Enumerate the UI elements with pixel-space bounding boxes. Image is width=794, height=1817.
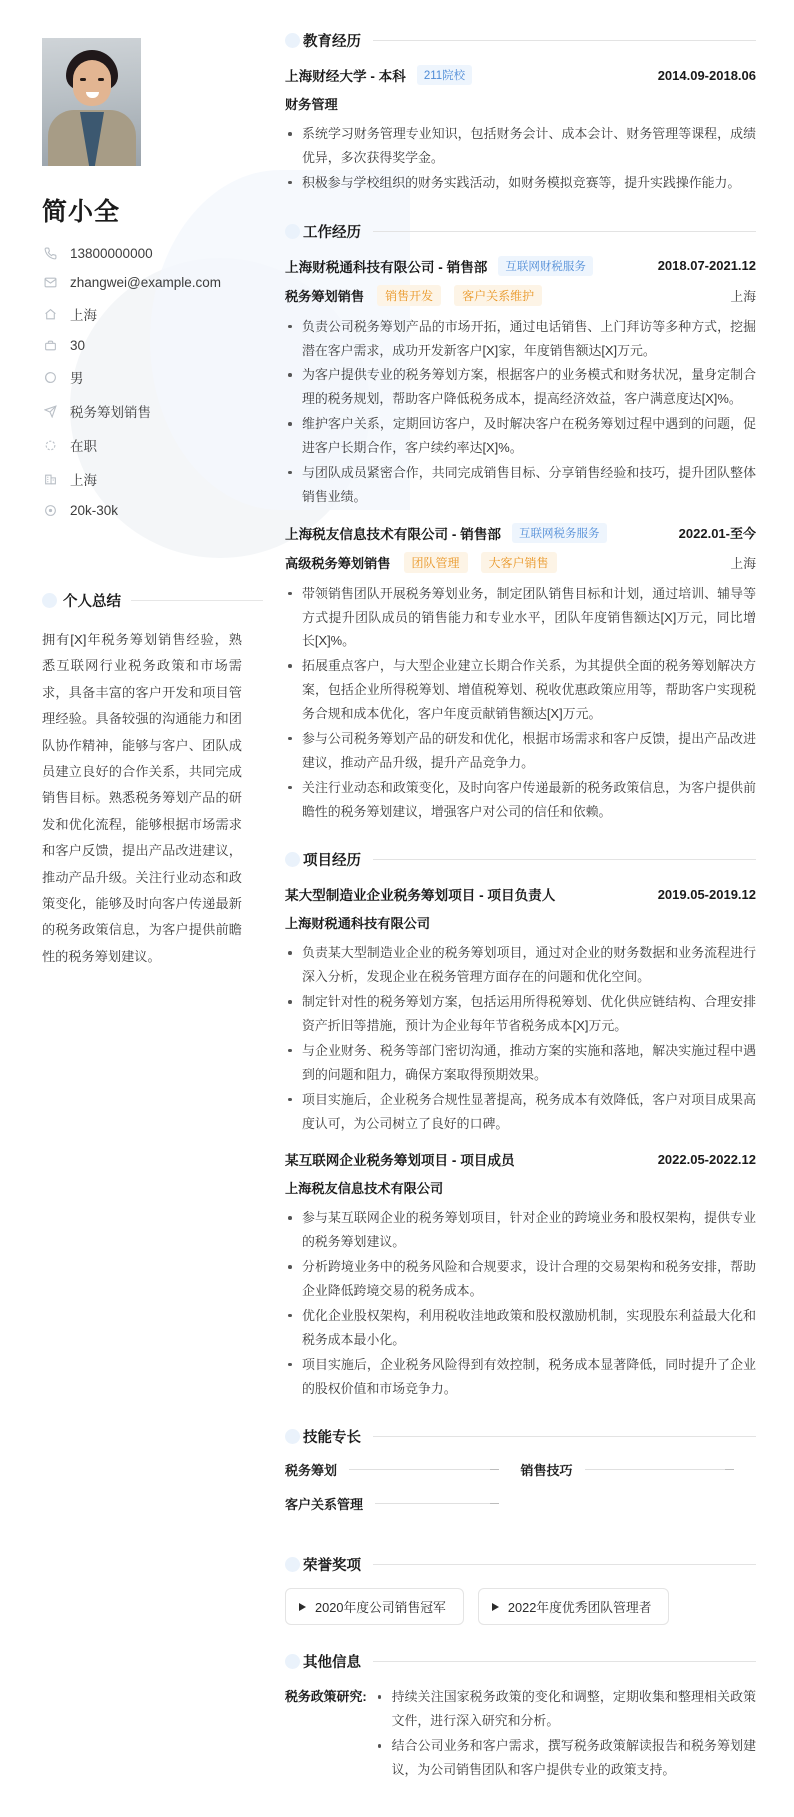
contact-value-position: 税务筹划销售 <box>70 405 151 420</box>
contact-value-gender: 男 <box>70 371 84 386</box>
skill-level-bar <box>375 1503 498 1504</box>
work-entry-header <box>285 256 756 276</box>
list-item: 负责某大型制造业企业的税务筹划项目，通过对企业的财务数据和业务流程进行深入分析，发现企业在税务管理方面存在的问题和优化空间。 <box>285 941 756 989</box>
list-item: 为客户提供专业的税务筹划方案，根据客户的业务模式和财务状况，量身定制合理的税务规划，帮助客户降低税务成本，提高经济效益，客户满意度达[X]%。 <box>285 363 756 411</box>
role-tag: 团队管理 <box>404 552 468 573</box>
divider <box>373 231 756 232</box>
list-item: 积极参与学校组织的财务实践活动，如财务模拟竞赛等，提升实践操作能力。 <box>285 171 756 195</box>
list-item: 维护客户关系，定期回访客户，及时解决客户在税务筹划过程中遇到的问题，促进客户长期合作，客户续约率达[X]%。 <box>285 412 756 460</box>
awards-section-header <box>285 1554 756 1575</box>
contact-value-phone: 13800000000 <box>70 246 153 261</box>
divider <box>131 600 263 601</box>
education-date: 2014.09-2018.06 <box>657 67 756 83</box>
summary-text: 拥有[X]年税务筹划销售经验，熟悉互联网行业税务政策和市场需求，具备丰富的客户开发和项目管理经验。具备较强的沟通能力和团队协作精神，能够与客户、团队成员建立良好的合作关系，共同完成销售目标。熟悉税务筹划产品的研发和优化流程，能够根据市场需求和客户反馈，提出产品改进建议，推动产品升级。关注行业动态和政策变化，能够及时向客户传递最新的税务政策信息，为客户提供前瞻性的税务筹划建议。 <box>42 632 242 964</box>
home-icon <box>42 308 59 321</box>
role-tag: 销售开发 <box>377 285 441 306</box>
work-entry <box>285 523 756 824</box>
project-date: 2019.05-2019.12 <box>657 886 756 902</box>
avatar <box>42 38 141 166</box>
education-section-header <box>285 30 756 51</box>
skill-label: 税务筹划 <box>285 1463 338 1479</box>
other-group-body <box>375 1685 756 1783</box>
list-item: 负责公司税务筹划产品的市场开拓，通过电话销售、上门拜访等多种方式，挖掘潜在客户需求，成功开发新客户[X]家，年度销售额达[X]万元。 <box>285 315 756 363</box>
school-name: 上海财经大学 - 本科 <box>285 69 406 84</box>
list-item: 参与公司税务筹划产品的研发和优化，根据市场需求和客户反馈，提出产品改进建议，推动产品升级，提升产品竞争力。 <box>285 727 756 775</box>
skill-label: 客户关系管理 <box>285 1497 364 1513</box>
position-icon <box>42 405 59 418</box>
contact-value-hometown: 上海 <box>70 308 97 323</box>
list-item: 与企业财务、税务等部门密切沟通，推动方案的实施和落地，解决实施过程中遇到的问题和阻力，确保方案取得预期效果。 <box>285 1039 756 1087</box>
gender-icon <box>42 371 59 384</box>
contact-item-salary <box>42 503 263 518</box>
list-item: 优化企业股权架构，利用税收洼地政策和股权激励机制，实现股东利益最大化和税务成本最小化。 <box>285 1304 756 1352</box>
role-tag: 大客户销售 <box>481 552 557 573</box>
list-item: 项目实施后，企业税务合规性显著提高，税务成本有效降低，客户对项目成果高度认可，为公司树立了良好的口碑。 <box>285 1088 756 1136</box>
list-item: 参与某互联网企业的税务筹划项目，针对企业的跨境业务和股权架构，提供专业的税务筹划建议。 <box>285 1206 756 1254</box>
company-name: 上海财税通科技有限公司 - 销售部 <box>285 259 488 275</box>
project-bullets <box>285 1206 756 1400</box>
work-entry-header <box>285 523 756 543</box>
awards-list <box>285 1588 756 1625</box>
project-bullets <box>285 941 756 1135</box>
divider <box>373 859 756 860</box>
contact-item-email <box>42 275 263 290</box>
role-tag: 客户关系维护 <box>454 285 542 306</box>
list-item: 分析跨境业务中的税务风险和合规要求，设计合理的交易架构和税务安排，帮助企业降低跨境交易的税务成本。 <box>285 1255 756 1303</box>
summary-title: 个人总结 <box>63 594 121 610</box>
projects-title: 项目经历 <box>303 853 361 870</box>
section-dot-icon <box>42 593 57 608</box>
status-icon <box>42 439 59 452</box>
work-role-row <box>285 552 756 573</box>
project-name: 某互联网企业税务筹划项目 - 项目成员 <box>285 1153 515 1169</box>
section-dot-icon <box>285 224 300 239</box>
work-section-header <box>285 221 756 242</box>
work-location: 上海 <box>730 288 756 304</box>
divider <box>373 1436 756 1437</box>
project-org: 上海财税通科技有限公司 <box>285 916 431 932</box>
skill-level-bar <box>585 1469 734 1470</box>
section-dot-icon <box>285 1557 300 1572</box>
summary-section-header <box>42 590 263 611</box>
contact-value-city: 上海 <box>70 473 97 488</box>
job-title: 税务筹划销售 <box>285 288 365 304</box>
awards-title: 荣誉奖项 <box>303 1558 361 1575</box>
contact-value-status: 在职 <box>70 439 97 454</box>
divider <box>373 40 756 41</box>
company-name: 上海税友信息技术有限公司 - 销售部 <box>285 526 501 542</box>
project-entry-header <box>285 1149 756 1169</box>
section-dot-icon <box>285 33 300 48</box>
company-tag: 互联网财税服务 <box>498 256 593 276</box>
skill-level-bar <box>349 1469 498 1470</box>
work-entry <box>285 256 756 509</box>
award-chip <box>478 1588 670 1625</box>
contact-item-hometown <box>42 304 263 324</box>
sidebar <box>0 0 285 1817</box>
other-group <box>285 1685 756 1783</box>
work-location: 上海 <box>730 555 756 571</box>
list-item: 系统学习财务管理专业知识，包括财务会计、成本会计、财务管理等课程，成绩优异，多次获得奖学金。 <box>285 122 756 170</box>
project-entry <box>285 1149 756 1400</box>
contact-value-email: zhangwei@example.com <box>70 275 222 290</box>
contact-item-city <box>42 469 263 489</box>
other-title: 其他信息 <box>303 1655 361 1672</box>
list-item: 制定针对性的税务筹划方案，包括运用所得税筹划、优化供应链结构、合理安排资产折旧等措施，预计为企业每年节省税务成本[X]万元。 <box>285 990 756 1038</box>
work-bullets <box>285 582 756 824</box>
work-date: 2018.07-2021.12 <box>657 258 756 274</box>
award-label: 2022年度优秀团队管理者 <box>507 1600 652 1616</box>
skill-item <box>285 1494 521 1513</box>
other-group-label: 税务政策研究: <box>285 1689 367 1705</box>
city-icon <box>42 473 59 486</box>
company-tag: 互联网税务服务 <box>512 523 607 543</box>
other-bullets <box>375 1685 756 1782</box>
avatar-eye-left <box>80 78 86 81</box>
main-content <box>285 0 794 1817</box>
project-date: 2022.05-2022.12 <box>657 1151 756 1167</box>
candidate-name: 简小全 <box>42 198 121 226</box>
age-icon <box>42 339 59 352</box>
work-date: 2022.01-至今 <box>678 526 756 542</box>
job-title: 高级税务筹划销售 <box>285 555 391 571</box>
education-title: 教育经历 <box>303 34 361 50</box>
projects-section-header <box>285 849 756 870</box>
play-triangle-icon <box>299 1603 306 1611</box>
play-triangle-icon <box>492 1603 499 1611</box>
school-tag: 211院校 <box>417 65 472 85</box>
project-org: 上海税友信息技术有限公司 <box>285 1181 444 1197</box>
section-dot-icon <box>285 852 300 867</box>
award-label: 2020年度公司销售冠军 <box>315 1600 446 1616</box>
list-item: 关注行业动态和政策变化，及时向客户传递最新的税务政策信息，为客户提供前瞻性的税务筹划建议，增强客户对公司的信任和依赖。 <box>285 776 756 824</box>
project-entry <box>285 884 756 1135</box>
contact-item-position <box>42 401 263 421</box>
section-dot-icon <box>285 1654 300 1669</box>
list-item: 拓展重点客户，与大型企业建立长期合作关系，为其提供全面的税务筹划解决方案，包括企业所得税筹划、增值税筹划、税收优惠政策应用等，帮助客户实现税务合规和成本优化，客户年度贡献销售额达[X]万元。 <box>285 654 756 726</box>
skills-section-header <box>285 1426 756 1447</box>
contact-list <box>42 246 263 518</box>
list-item: 结合公司业务和客户需求，撰写税务政策解读报告和税务筹划建议，为公司销售团队和客户提供专业的政策支持。 <box>375 1734 756 1782</box>
list-item: 项目实施后，企业税务风险得到有效控制，税务成本显著降低，同时提升了企业的股权价值和市场竞争力。 <box>285 1353 756 1401</box>
work-role-row <box>285 285 756 306</box>
education-bullets <box>285 122 756 195</box>
divider <box>373 1564 756 1565</box>
award-chip <box>285 1588 464 1625</box>
contact-item-age <box>42 338 263 353</box>
project-name: 某大型制造业企业税务筹划项目 - 项目负责人 <box>285 888 556 904</box>
skill-item <box>521 1460 757 1479</box>
education-major: 财务管理 <box>285 97 338 112</box>
phone-icon <box>42 247 59 260</box>
section-dot-icon <box>285 1429 300 1444</box>
education-entry <box>285 65 756 195</box>
other-section-header <box>285 1651 756 1672</box>
contact-item-phone <box>42 246 263 261</box>
contact-item-gender <box>42 367 263 387</box>
list-item: 持续关注国家税务政策的变化和调整，定期收集和整理相关政策文件，进行深入研究和分析。 <box>375 1685 756 1733</box>
avatar-eye-right <box>98 78 104 81</box>
list-item: 带领销售团队开展税务筹划业务，制定团队销售目标和计划，通过培训、辅导等方式提升团队成员的销售能力和专业水平，团队年度销售额达[X]万元，同比增长[X]%。 <box>285 582 756 654</box>
skill-label: 销售技巧 <box>520 1463 573 1479</box>
contact-item-status <box>42 435 263 455</box>
skills-title: 技能专长 <box>303 1430 361 1447</box>
list-item: 与团队成员紧密合作，共同完成销售目标、分享销售经验和技巧，提升团队整体销售业绩。 <box>285 461 756 509</box>
divider <box>373 1661 756 1662</box>
skills-grid <box>285 1460 756 1528</box>
project-entry-header <box>285 884 756 904</box>
avatar-face <box>73 60 111 106</box>
skill-item <box>285 1460 521 1479</box>
contact-value-salary: 20k-30k <box>70 503 119 518</box>
contact-value-age: 30 <box>70 338 86 353</box>
work-title: 工作经历 <box>303 224 361 241</box>
salary-icon <box>42 504 59 517</box>
email-icon <box>42 276 59 289</box>
education-entry-header <box>285 65 756 85</box>
work-bullets <box>285 315 756 509</box>
